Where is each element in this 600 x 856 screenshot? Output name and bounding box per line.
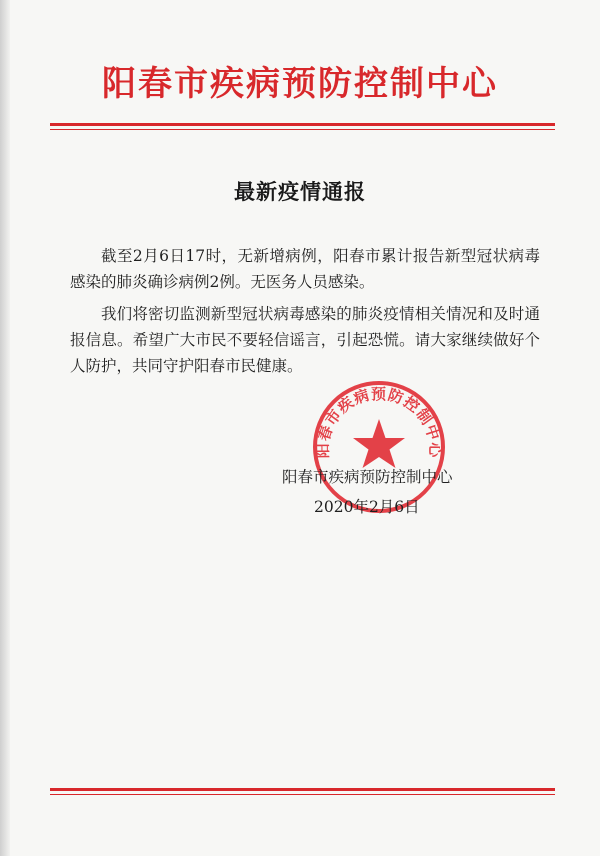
seal-star-icon xyxy=(353,419,405,468)
notice-paragraph: 截至2月6日17时，无新增病例，阳春市累计报告新型冠状病毒感染的肺炎确诊病例2例。无医务人员感染。 xyxy=(70,247,540,291)
header-rule-thick xyxy=(50,123,555,126)
notice-body xyxy=(70,243,540,385)
footer-rule-thin xyxy=(50,794,555,795)
page-edge-shadow xyxy=(0,0,10,856)
issue-date: 2020年2月6日 xyxy=(314,498,420,516)
header-rule-thin xyxy=(50,129,555,130)
notice-title: 最新疫情通报 xyxy=(234,180,366,204)
footer-rule-thick xyxy=(50,788,555,791)
svg-text:阳春市疾病预防控制中心: 阳春市疾病预防控制中心 xyxy=(313,384,445,459)
signature-block xyxy=(282,462,482,522)
organization-header: 阳春市疾病预防控制中心 xyxy=(102,64,498,104)
notice-paragraph: 我们将密切监测新型冠状病毒感染的肺炎疫情相关情况和及时通报信息。希望广大市民不要轻信谣言，引起恐慌。请大家继续做好个人防护，共同守护阳春市民健康。 xyxy=(70,305,540,375)
issuer-name: 阳春市疾病预防控制中心 xyxy=(282,468,453,486)
